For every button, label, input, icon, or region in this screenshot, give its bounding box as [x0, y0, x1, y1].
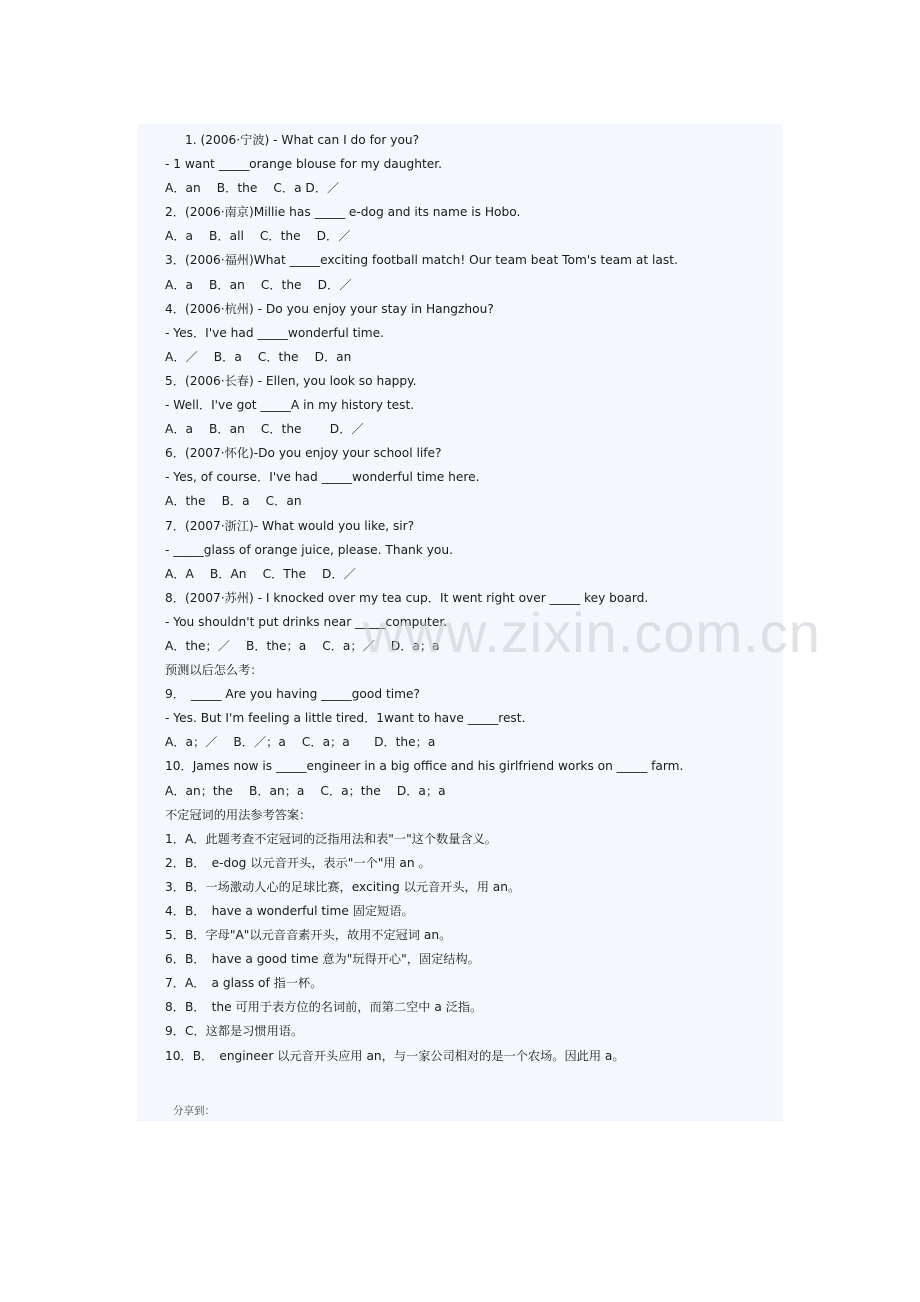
question-9-options: A．a；／ B．／；a C．a；a D．the；a — [165, 735, 436, 750]
answer-2: 2．B． e-dog 以元音开头，表示"一个"用 an 。 — [165, 855, 431, 870]
answer-6: 6．B． have a good time 意为"玩得开心"，固定结构。 — [165, 952, 480, 967]
question-9-stem: 9． _____ Are you having _____good time? — [165, 687, 420, 702]
question-1-stem: 1. (2006·宁波) - What can I do for you? — [185, 133, 420, 147]
answer-7: 7．A． a glass of 指一杯。 — [165, 976, 323, 991]
question-1-dialogue: - 1 want _____orange blouse for my daughter. — [165, 157, 442, 172]
answer-10: 10．B． engineer 以元音开头应用 an，与一家公司相对的是一个农场。因此用 a。 — [165, 1048, 625, 1063]
question-3-options: A．a B．an C．the D．／ — [165, 277, 352, 292]
question-1-options: A．an B．the C．a D．／ — [165, 181, 340, 196]
question-3-stem: 3．(2006·福州)What _____exciting football match! Our team beat Tom's team at last. — [165, 253, 678, 268]
question-2-stem: 2．(2006·南京)Millie has _____ e-dog and its name is Hobo. — [165, 205, 521, 220]
question-8-stem: 8．(2007·苏州) - I knocked over my tea cup．It went right over _____ key board. — [165, 590, 649, 605]
share-label[interactable]: 分享到： — [173, 1105, 215, 1117]
answer-8: 8．B． the 可用于表方位的名词前，而第二空中 a 泛指。 — [165, 1000, 483, 1015]
answer-3: 3．B．一场激动人心的足球比赛，exciting 以元音开头，用 an。 — [165, 879, 521, 894]
document-panel — [137, 124, 783, 1122]
answer-5: 5．B．字母"A"以元音音素开头，故用不定冠词 an。 — [165, 928, 452, 943]
question-4-options: A．／ B．a C．the D．an — [165, 349, 352, 364]
question-7-options: A．A B．An C．The D．／ — [165, 566, 356, 581]
question-10-options: A．an；the B．an；a C．a；the D．a；a — [165, 783, 446, 798]
question-8-options: A．the；／ B．the；a C．a；／ D．a；a — [165, 638, 440, 653]
question-7-dialogue: - _____glass of orange juice, please. Thank you. — [165, 542, 453, 557]
section-heading-prediction: 预测以后怎么考： — [165, 663, 263, 678]
question-6-options: A．the B．a C．an — [165, 494, 302, 509]
question-6-dialogue: - Yes, of course．I've had _____wonderful time here. — [165, 470, 480, 485]
watermark: www.zixin.com.cn — [363, 601, 821, 664]
answer-1: 1．A．此题考查不定冠词的泛指用法和表"一"这个数量含义。 — [165, 831, 497, 846]
section-heading-answers: 不定冠词的用法参考答案： — [165, 807, 312, 822]
question-8-dialogue: - You shouldn't put drinks near _____computer. — [165, 614, 448, 629]
question-2-options: A．a B．all C．the D．／ — [165, 229, 351, 244]
question-4-stem: 4．(2006·杭州) - Do you enjoy your stay in Hangzhou? — [165, 301, 494, 316]
question-4-dialogue: - Yes．I've had _____wonderful time. — [165, 325, 385, 340]
answer-9: 9．C．这都是习惯用语。 — [165, 1024, 304, 1039]
question-7-stem: 7．(2007·浙江)- What would you like, sir? — [165, 518, 415, 533]
document-body — [165, 128, 773, 1068]
question-9-dialogue: - Yes. But I'm feeling a little tired．1want to have _____rest. — [165, 711, 526, 726]
question-6-stem: 6．(2007·怀化)-Do you enjoy your school life? — [165, 446, 442, 461]
question-5-options: A．a B．an C．the D．／ — [165, 422, 364, 437]
question-10-stem: 10．James now is _____engineer in a big office and his girlfriend works on _____ farm. — [165, 759, 684, 774]
question-5-dialogue: - Well．I've got _____A in my history test. — [165, 398, 415, 413]
answer-4: 4．B． have a wonderful time 固定短语。 — [165, 904, 414, 918]
question-5-stem: 5．(2006·长春) - Ellen, you look so happy. — [165, 373, 417, 388]
